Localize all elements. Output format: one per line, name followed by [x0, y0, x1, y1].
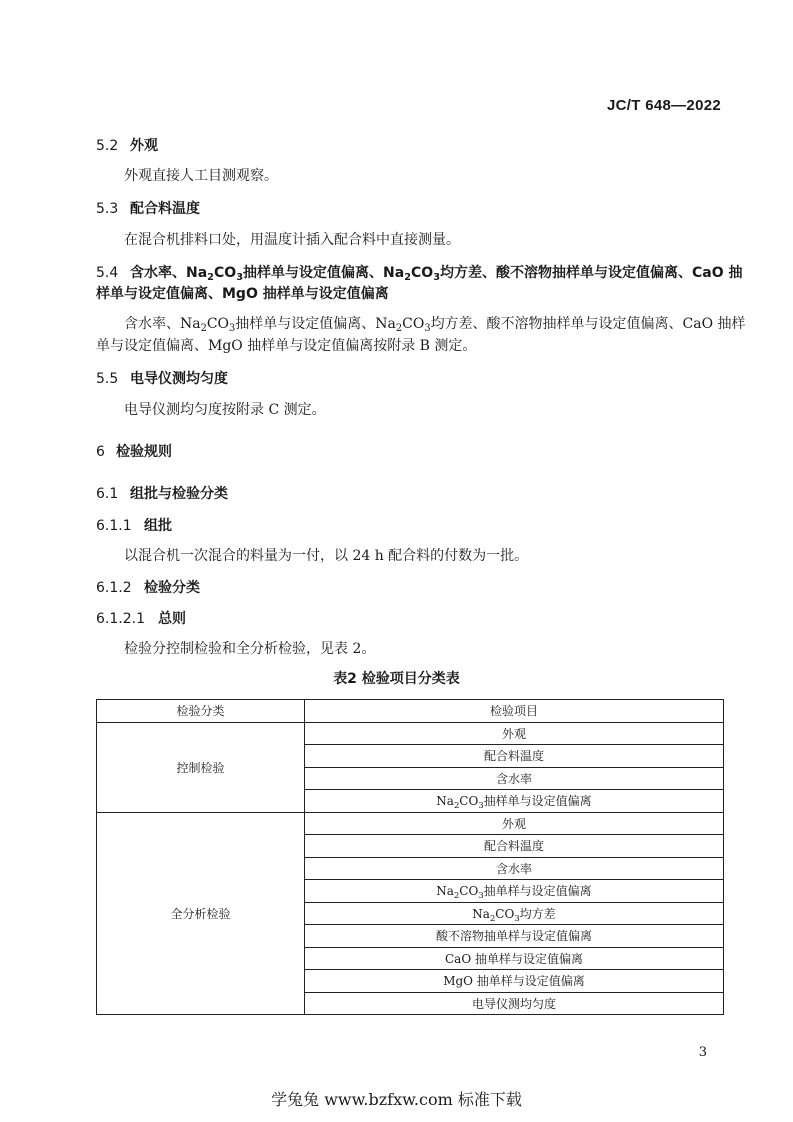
- page-number: 3: [698, 1045, 707, 1060]
- heading-6-1-2-1: [96, 608, 186, 628]
- paragraph-5-4-line1: 含水率、$Na_2CO_3$抽样单与设定值偏离、$Na_2CO_3$均方差、酸不溶物抽样单与设定值偏离、CaO 抽样: [124, 316, 746, 334]
- table-cell: MgO 抽单样与设定值偏离: [305, 970, 724, 993]
- table-row: [97, 812, 724, 835]
- heading-6-1-1: [96, 515, 172, 535]
- table-cell: $Na_2CO_3$抽单样与设定值偏离: [305, 880, 724, 903]
- section-title: 外观: [130, 138, 158, 154]
- section-title: 组批: [144, 518, 172, 534]
- table-cell: 酸不溶物抽单样与设定值偏离: [305, 925, 724, 948]
- section-title: 含水率、$Na_2CO_3$抽样单与设定值偏离、$Na_2CO_3$均方差、酸不溶物抽样单与设定值偏离、CaO 抽: [130, 265, 743, 283]
- section-number: 5.4: [96, 265, 119, 281]
- section-title: 检验分类: [144, 580, 200, 596]
- heading-5-2: [96, 135, 158, 155]
- table-cell: 配合料温度: [305, 835, 724, 858]
- inspection-table: [96, 699, 724, 1015]
- standard-number: JC/T 648—2022: [607, 97, 721, 114]
- section-title: 检验规则: [116, 444, 172, 460]
- heading-6-1-2: [96, 577, 200, 597]
- heading-5-4-line2: 样单与设定值偏离、MgO 抽样单与设定值偏离: [96, 286, 389, 302]
- table-cell: 外观: [305, 812, 724, 835]
- table-row: [97, 722, 724, 745]
- header-category: 检验分类: [97, 700, 305, 723]
- section-number: 5.2: [96, 138, 119, 154]
- section-number: 6.1.2.1: [96, 611, 145, 627]
- table-cell: $Na_2CO_3$抽样单与设定值偏离: [305, 790, 724, 813]
- section-title: 配合料温度: [130, 201, 200, 217]
- section-number: 6.1.1: [96, 518, 132, 534]
- paragraph-5-2: 外观直接人工目测观察。: [124, 168, 278, 184]
- table-cell: 电导仪测均匀度: [305, 992, 724, 1015]
- category-full: 全分析检验: [97, 812, 305, 1015]
- section-number: 5.5: [96, 371, 119, 387]
- paragraph-5-5: 电导仪测均匀度按附录 C 测定。: [124, 402, 326, 418]
- table-cell: 含水率: [305, 767, 724, 790]
- heading-5-4: [96, 262, 743, 282]
- table-cell: CaO 抽单样与设定值偏离: [305, 947, 724, 970]
- heading-5-5: [96, 368, 228, 388]
- heading-6-1: [96, 483, 228, 503]
- section-title: 电导仪测均匀度: [130, 371, 228, 387]
- section-title: 组批与检验分类: [130, 486, 228, 502]
- table-cell: 外观: [305, 722, 724, 745]
- section-title: 总则: [158, 611, 186, 627]
- heading-5-3: [96, 198, 200, 218]
- paragraph-5-4-line2: 单与设定值偏离、MgO 抽样单与设定值偏离按附录 B 测定。: [96, 338, 477, 354]
- paragraph-6-1-2-1: 检验分控制检验和全分析检验，见表 2。: [124, 641, 376, 657]
- table-header-row: [97, 700, 724, 723]
- table-caption: 表2 检验项目分类表: [333, 671, 460, 687]
- footer-watermark: 学兔兔 www.bzfxw.com 标准下载: [271, 1090, 522, 1109]
- section-number: 6: [96, 444, 105, 460]
- section-number: 6.1.2: [96, 580, 132, 596]
- header-item: 检验项目: [305, 700, 724, 723]
- category-control: 控制检验: [97, 722, 305, 812]
- paragraph-5-3: 在混合机排料口处，用温度计插入配合料中直接测量。: [124, 232, 460, 248]
- table-cell: 配合料温度: [305, 745, 724, 768]
- paragraph-6-1-1: 以混合机一次混合的料量为一付，以 24 h 配合料的付数为一批。: [124, 548, 529, 564]
- table-cell: $Na_2CO_3$均方差: [305, 902, 724, 925]
- heading-6: [96, 441, 172, 461]
- section-number: 6.1: [96, 486, 119, 502]
- section-number: 5.3: [96, 201, 119, 217]
- table-cell: 含水率: [305, 857, 724, 880]
